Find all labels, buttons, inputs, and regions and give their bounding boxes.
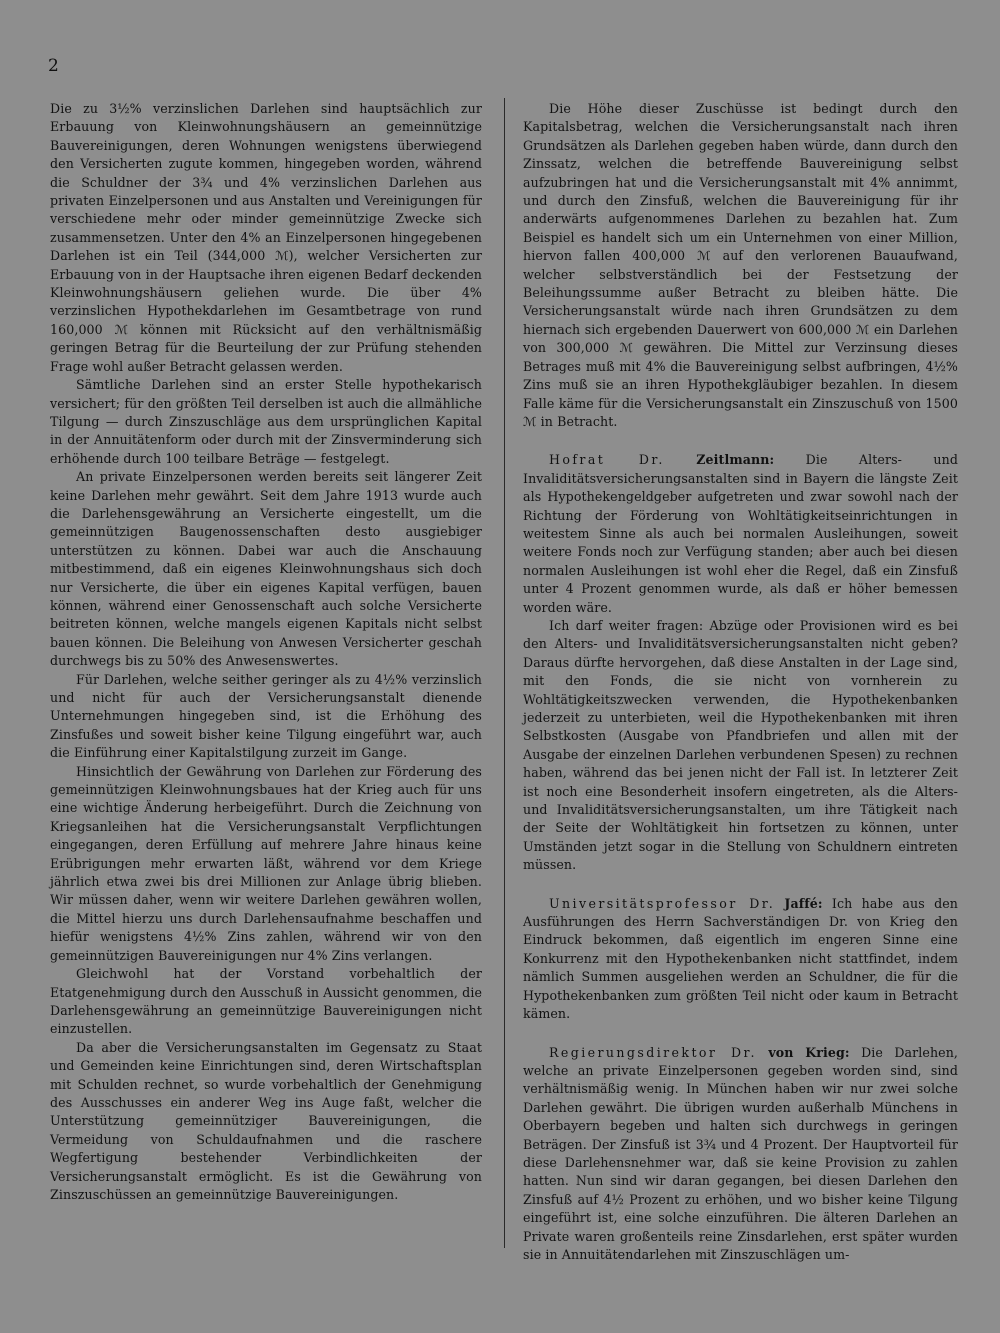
page-number: 2 — [48, 56, 59, 76]
paragraph: Hinsichtlich der Gewährung von Darlehen zur Förderung des gemeinnützigen Kleinwohnungsbaues hat der Krieg auch für uns eine wichtige Änderung herbeigeführt. Durch die Zeichnung von Kriegsanleihen hat die Versicherungsanstalt Verpflichtungen eingegangen, deren Erfüllung auf mehrere Jahre hinaus keine Erübrigungen mehr erwarten läßt, während vor dem Kriege jährlich etwa zwei bis drei Millionen zur Anlage übrig blieben. Wir müssen daher, wenn wir weitere Darlehen gewähren wollen, die Mittel hierzu uns durch Darlehensaufnahme beschaffen und hiefür wenigstens 4½% Zins zahlen, während wir von den gemeinnützigen Bauvereinigungen nur 4% Zins verlangen. — [50, 763, 482, 963]
paragraph: Ich darf weiter fragen: Abzüge oder Provisionen wird es bei den Alters- und Invaliditätsversicherungsanstalten nicht geben? Daraus dürfte hervorgehen, daß diese Anstalten in der Lage sind, mit den Fonds, die sie nicht von vornherein zu Wohltätigkeitszwecken verwenden, die Hypothekenbanken jederzeit zu unterbieten, weil die Hypothekenbanken mit ihren Selbstkosten (Ausgabe von Pfandbriefen und allen mit der Ausgabe der einzelnen Darlehen verbundenen Spesen) zu rechnen haben, während das bei jenen nicht der Fall ist. In letzterer Zeit ist noch eine Besonderheit insofern eingetreten, als die Alters- und Invaliditätsversicherungsanstalten, um ihre Tätigkeit nach der Seite der Wohltätigkeit hin fortsetzen zu können, unter Umständen jetzt sogar in die Stellung von Schuldnern eintreten müssen. — [523, 617, 958, 873]
speaker-statement-zeitlmann — [523, 451, 958, 617]
speaker-text: Die Darlehen, welche an private Einzelpersonen gegeben worden sind, sind verhältnismäßig wenig. In München haben wir nur zwei solche Darlehen gewährt. Die übrigen wurden außerhalb Münchens in Oberbayern begeben und halten sich durchwegs in geringen Beträgen. Der Zinsfuß ist 3¾ und 4 Prozent. Der Hauptvorteil für diese Darlehensnehmer war, daß sie keine Provision zu zahlen hatten. Nun sind wir daran gegangen, bei diesen Darlehen den Zinsfuß auf 4½ Prozent zu erhöhen, und wo bisher keine Tilgung eingeführt ist, eine solche einzuführen. Die älteren Darlehen an Private waren großenteils reine Zinsdarlehen, erst später wurden sie in Annuitätendarlehen mit Zinszuschlägen um- — [523, 1044, 959, 1262]
paragraph: An private Einzelpersonen werden bereits seit längerer Zeit keine Darlehen mehr gewährt. Seit dem Jahre 1913 wurde auch die Darlehensgewährung an Versicherte eingestellt, um die gemeinnützigen Baugenossenschaften desto ausgiebiger unterstützen zu können. Dabei war auch die Anschauung mitbestimmend, daß ein eigenes Kleinwohnungshaus sich doch nur Versicherte, die über ein eigenes Kapital verfügen, bauen können, während einer Genossenschaft auch solche Versicherte beitreten können, welche mangels eigenen Kapitals nicht selbst bauen können. Die Beleihung von Anwesen Versicherter geschah durchwegs bis zu 50% des Anwesenswertes. — [50, 469, 482, 669]
speaker-name: Zeitlmann: — [696, 452, 775, 468]
paragraph: Da aber die Versicherungsanstalten im Gegensatz zu Staat und Gemeinden keine Einrichtungen sind, deren Wirtschaftsplan mit Schulden rechnet, so wurde vorbehaltlich der Genehmigung des Ausschusses ein anderer Weg ins Auge faßt, welcher die Unterstützung gemeinnütziger Bauvereinigungen, die Vermeidung von Schuldaufnahmen und die raschere Wegfertigung bestehender Verbindlichkeiten der Versicherungsanstalt ermöglicht. Es ist die Gewährung von Zinszuschüssen an gemeinnützige Bauvereinigungen. — [50, 1039, 482, 1202]
paragraph: Sämtliche Darlehen sind an erster Stelle hypothekarisch versichert; für den größten Teil derselben ist auch die allmähliche Tilgung — durch Zinszuschläge aus dem ursprünglichen Kapital in der Annuitätenform oder durch mit der Zinsverminderung sich erhöhende durch 100 teilbare Beträge — festgelegt. — [50, 377, 482, 466]
right-column — [523, 100, 958, 1264]
speaker-text: Ich habe aus den Ausführungen des Herrn Sachverständigen Dr. von Krieg den Eindruck bekommen, daß eigentlich im engeren Sinne eine Konkurrenz mit den Hypothekenbanken nicht stattfindet, indem nämlich Summen ausgeliehen werden an Schuldner, die für die Hypothekenbanken zum größten Teil nicht oder kaum in Betracht kämen. — [523, 895, 959, 1022]
speaker-title: Universitätsprofessor Dr. — [549, 895, 776, 911]
left-column — [50, 100, 482, 1204]
speaker-name: von Krieg: — [768, 1044, 850, 1060]
column-divider — [504, 98, 505, 1248]
speaker-text: Die Alters- und Invaliditätsversicherungsanstalten sind in Bayern die längste Zeit als Hypothekengeldgeber aufgetreten und zwar sowohl nach der Richtung der Förderung von Wohltätigkeitseinrichtungen in weitestem Sinne als auch bei normalen Ausleihungen, soweit weitere Fonds noch zur Verfügung standen; aber auch bei diesen normalen Ausleihungen ist wohl eher die Regel, daß ein Zinsfuß unter 4 Prozent genommen wurde, als daß er höher bemessen worden wäre. — [523, 452, 958, 615]
paragraph: Die Höhe dieser Zuschüsse ist bedingt durch den Kapitalsbetrag, welchen die Versicherungsanstalt nach ihren Grundsätzen als Darlehen gegeben haben würde, dann durch den Zinssatz, welchen die betreffende Bauvereinigung selbst aufzubringen hat und die Versicherungsanstalt mit 4% annimmt, und durch den Zinsfuß, welchen die Bauvereinigung für ihr anderwärts aufgenommenes Darlehen zu bezahlen hat. Zum Beispiel es handelt sich um ein Unternehmen von einer Million, hiervon fallen 400,000 ℳ auf den verlorenen Bauaufwand, welcher selbstverständlich bei der Festsetzung der Beleihungssumme außer Betracht zu bleiben hätte. Die Versicherungsanstalt würde nach ihren Grundsätzen zu dem hiernach sich ergebenden Dauerwert von 600,000 ℳ ein Darlehen von 300,000 ℳ gewähren. Die Mittel zur Verzinsung dieses Betrages muß mit 4% die Bauvereinigung selbst aufbringen, 4½% Zins muß sie an ihren Hypothekgläubiger bezahlen. In diesem Falle käme für die Versicherungsanstalt ein Zinszuschuß von 1500 ℳ in Betracht. — [523, 101, 958, 429]
speaker-statement-jaffe — [523, 895, 958, 1024]
paragraph: Die zu 3½% verzinslichen Darlehen sind hauptsächlich zur Erbauung von Kleinwohnungshäusern an gemeinnützige Bauvereinigungen, deren Wohnungen wenigstens überwiegend den Versicherten zugute kommen, hingegeben worden, während die Schuldner der 3¾ und 4% verzinslichen Darlehen aus privaten Einzelpersonen und aus Anstalten und Vereinigungen für verschiedene mehr oder minder gemeinnützige Zwecke sich zusammensetzen. Unter den 4% an Einzelpersonen hingegebenen Darlehen ist ein Teil (344,000 ℳ), welcher Versicherten zur Erbauung von in der Hauptsache ihren eigenen Bedarf deckenden Kleinwohnungshäusern geliehen wurde. Die über 4% verzinslichen Hypothekdarlehen im Gesamtbetrage von rund 160,000 ℳ können mit Rücksicht auf den verhältnismäßig geringen Betrag für die Beurteilung der zur Prüfung stehenden Frage wohl außer Betracht gelassen werden. — [50, 101, 482, 374]
speaker-title: Regierungsdirektor Dr. — [549, 1044, 757, 1060]
paragraph: Gleichwohl hat der Vorstand vorbehaltlich der Etatgenehmigung durch den Ausschuß in Aussicht genommen, die Darlehensgewährung an gemeinnützige Bauvereinigungen nicht einzustellen. — [50, 966, 482, 1037]
speaker-name: Jaffé: — [784, 895, 823, 911]
paragraph: Für Darlehen, welche seither geringer als zu 4½% verzinslich und nicht für auch der Versicherungsanstalt dienende Unternehmungen hingegeben sind, ist die Erhöhung des Zinsfußes und soweit bisher keine Tilgung eingeführt war, auch die Einführung einer Kapitalstilgung zurzeit im Gange. — [50, 671, 482, 761]
speaker-statement-krieg — [523, 1044, 958, 1265]
speaker-title: Hofrat Dr. — [549, 452, 665, 468]
